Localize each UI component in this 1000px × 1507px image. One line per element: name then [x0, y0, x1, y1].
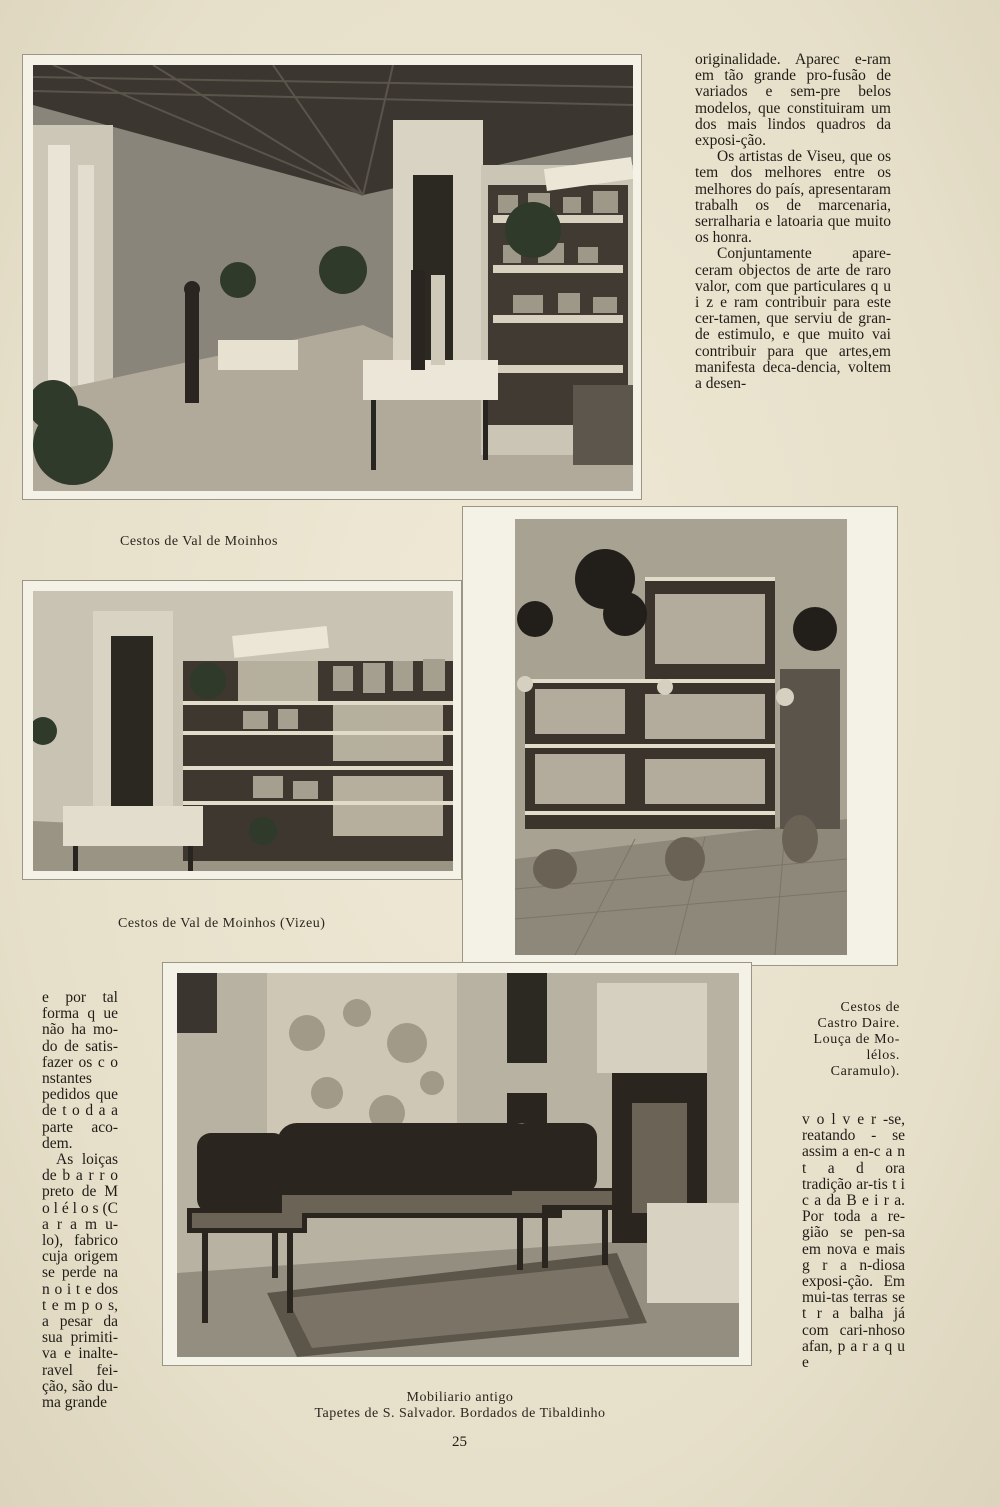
photo-gallery-image	[33, 65, 633, 491]
photo-gallery-baskets	[22, 54, 642, 500]
caption-photo4	[250, 1390, 670, 1422]
article-column-top-right	[695, 52, 891, 392]
paragraph: v o l v e r -se, reatando - se assim a en-c a n t a d ora tradição ar-tis t i c a da B e i r a. Por toda a re-gião se pen-sa em nova e mais g r a n-diosa exposi-ção. Em mui-tas terras se t r a balha já com cari-nhoso afan, p a r a q u e	[802, 1111, 905, 1372]
paragraph: Conjuntamente apare-ceram objectos de arte de raro valor, com que particulares q u i z e ram contribuir para este cer-tamen, que serviu de gran-de estimulo, e que muito vai contribuir para que artes,em manifesta deca-dencia, voltem a desen-	[695, 245, 891, 393]
caption-photo2: Cestos de Val de Moinhos (Vizeu)	[118, 916, 326, 931]
caption-line: Mobiliario antigo	[406, 1390, 514, 1405]
paragraph: e por tal forma q ue não ha mo-do de satis-fazer os c o nstantes pedidos que de t o d a a parte aco-dem.	[42, 989, 118, 1152]
caption-line: Tapetes de S. Salvador. Bordados de Tibaldinho	[314, 1406, 606, 1421]
page-number: 25	[452, 1434, 467, 1450]
photo-baskets-vizeu-image	[33, 591, 453, 871]
caption-line: Castro Daire.	[817, 1016, 900, 1031]
photo-furniture-image	[177, 973, 739, 1357]
caption-line: Cestos de	[840, 1000, 900, 1015]
article-column-bottom-left	[42, 990, 118, 1411]
paragraph: As loiças de b a r r o preto de M o l é l o s (C a r a m u-lo), fabrico cuja origem se perde na n o i t e dos t e m p o s, a pesar da sua primiti-va e inalte-ravel fei-ção, são du-ma grande	[42, 1151, 118, 1412]
photo-castro-daire	[462, 506, 898, 966]
paragraph: originalidade. Aparec e-ram em tão grande pro-fusão de variados e sem-pre belos modelos, que constituiram um dos mais lindos quadros da exposi-ção.	[695, 51, 891, 150]
caption-line: Caramulo).	[830, 1064, 900, 1079]
caption-line: Louça de Mo-	[813, 1032, 900, 1047]
paragraph: Os artistas de Viseu, que os tem dos melhores entre os melhores do país, apresentaram trabalh os de marcenaria, serralharia e latoaria que muito os honra.	[695, 148, 891, 247]
photo-baskets-vizeu	[22, 580, 462, 880]
caption-line: lélos.	[866, 1048, 900, 1063]
caption-photo3	[770, 1000, 900, 1080]
photo-castro-daire-image	[515, 519, 847, 955]
photo-antique-furniture	[162, 962, 752, 1366]
caption-photo1: Cestos de Val de Moinhos	[120, 534, 278, 549]
article-column-bottom-right	[802, 1112, 905, 1371]
